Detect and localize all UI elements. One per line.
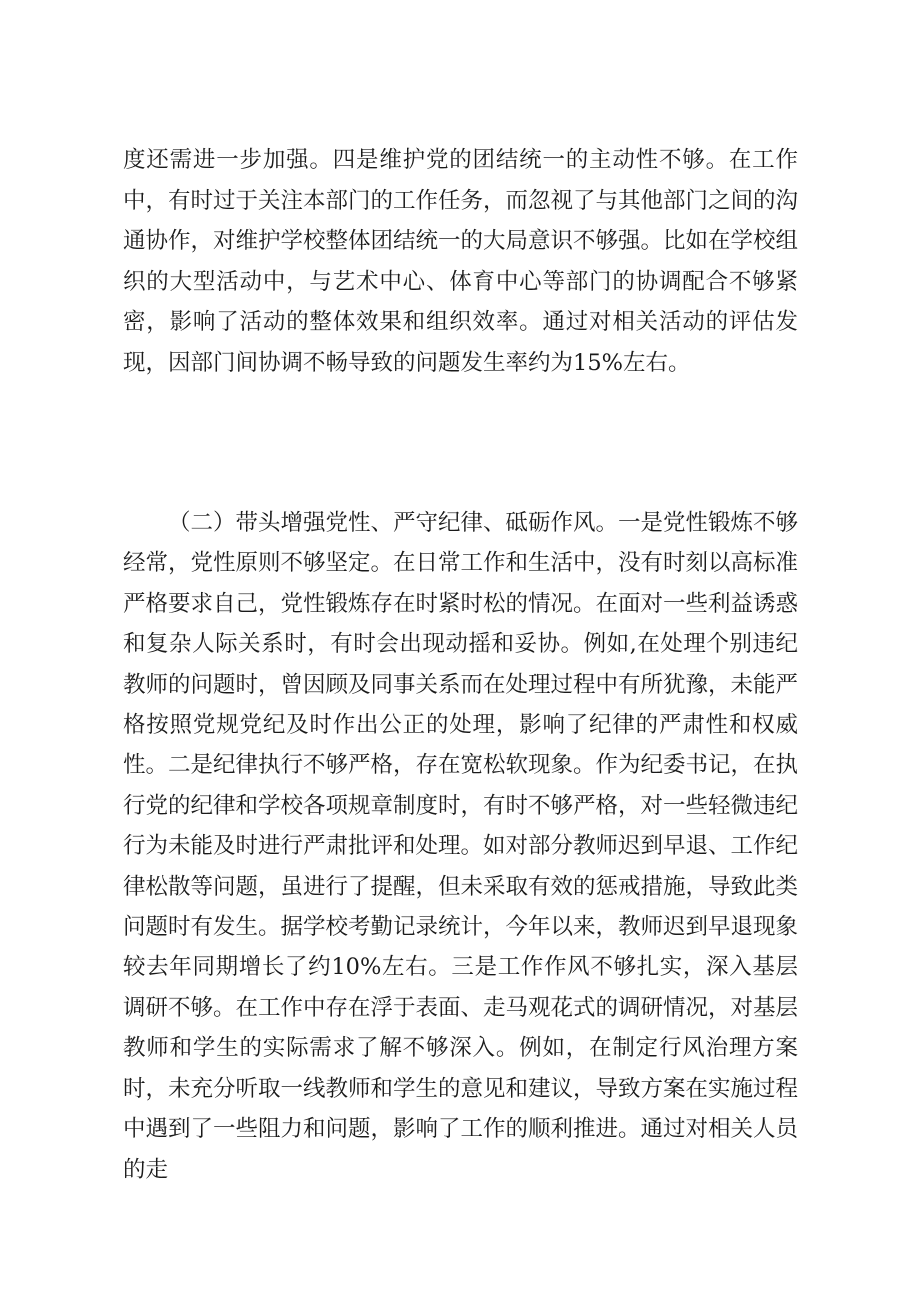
body-paragraph-2: （二）带头增强党性、严守纪律、砥砺作风。一是党性锻炼不够经常，党性原则不够坚定。在日常工作和生活中，没有时刻以高标准严格要求自己，党性锻炼存在时紧时松的情况。在面对一些利益诱惑和复杂人际关系时，有时会出现动摇和妥协。例如,在处理个别违纪教师的问题时，曾因顾及同事关系而在处理过程中有所犹豫，未能严格按照党规党纪及时作出公正的处理，影响了纪律的严肃性和权威性。二是纪律执行不够严格，存在宽松软现象。作为纪委书记，在执行党的纪律和学校各项规章制度时，有时不够严格，对一些轻微违纪行为未能及时进行严肃批评和处理。如对部分教师迟到早退、工作纪律松散等问题，虽进行了提醒，但未采取有效的惩戒措施，导致此类问题时有发生。据学校考勤记录统计，今年以来，教师迟到早退现象较去年同期增长了约10%左右。三是工作作风不够扎实，深入基层调研不够。在工作中存在浮于表面、走马观花式的调研情况，对基层教师和学生的实际需求了解不够深入。例如，在制定行风治理方案时，未充分听取一线教师和学生的意见和建议，导致方案在实施过程中遇到了一些阻力和问题，影响了工作的顺利推进。通过对相关人员的走 — [123, 510, 799, 1183]
body-paragraph-1: 度还需进一步加强。四是维护党的团结统一的主动性不够。在工作中，有时过于关注本部门的工作任务，而忽视了与其他部门之间的沟通协作，对维护学校整体团结统一的大局意识不够强。比如在学校组织的大型活动中，与艺术中心、体育中心等部门的协调配合不够紧密，影响了活动的整体效果和组织效率。通过对相关活动的评估发现，因部门间协调不畅导致的问题发生率约为15%左右。 — [123, 147, 799, 376]
